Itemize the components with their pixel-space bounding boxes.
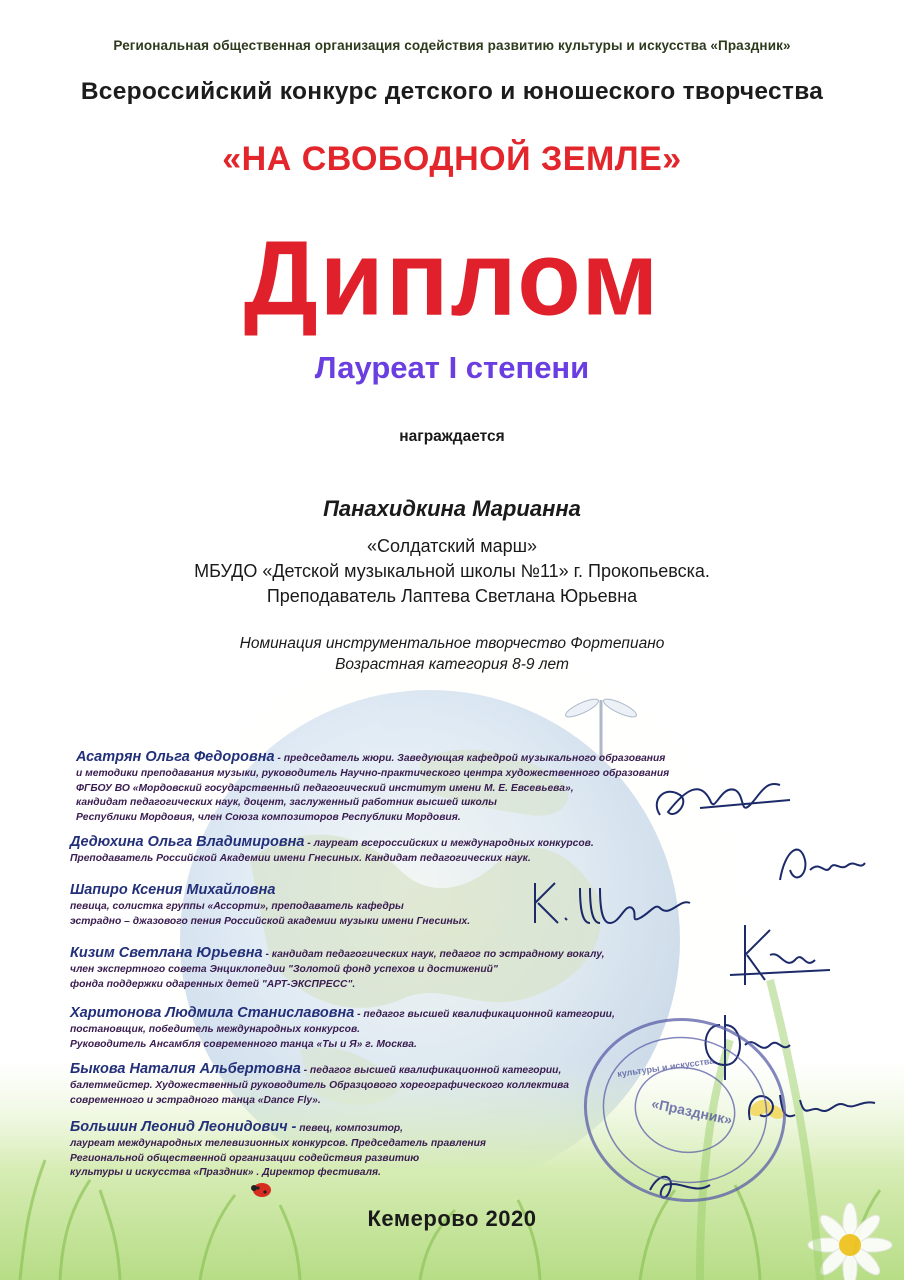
jury-member-desc: - кандидат педагогических наук, педагог по эстрадному вокалу, — [262, 949, 605, 960]
jury-member-name: Шапиро Ксения Михайловна — [70, 882, 276, 898]
jury-member-desc: певица, солистка группы «Ассорти», преподаватель кафедры — [70, 900, 404, 912]
jury-member-desc: балетмейстер. Художественный руководитель Образцового хореографического коллектива — [70, 1079, 569, 1091]
signature-dedyukhina — [770, 830, 870, 900]
jury-member — [70, 1118, 486, 1181]
jury-member-desc: - председатель жюри. Заведующая кафедрой музыкального образования — [274, 753, 666, 764]
jury-member-desc: Республики Мордовия, член Союза композиторов Республики Мордовия. — [76, 812, 461, 824]
svg-text:культуры и искусства: культуры и искусства — [616, 1055, 715, 1080]
jury-member-desc: - педагог высшей квалификационной категории, — [354, 1009, 615, 1020]
jury-member-name: Харитонова Людмила Станиславовна — [70, 1005, 355, 1021]
jury-member-desc: Региональной общественной организации содействия развитию — [70, 1152, 420, 1164]
teacher-name: Преподаватель Лаптева Светлана Юрьевна — [266, 586, 638, 606]
jury-member-desc: фонда поддержки одаренных детей "АРТ-ЭКСПРЕСС". — [70, 978, 356, 990]
age-category: Возрастная категория 8-9 лет — [335, 656, 569, 673]
jury-member — [70, 881, 470, 929]
jury-member-desc: Руководитель Ансамбля современного танца «Ты и Я» г. Москва. — [70, 1038, 417, 1050]
jury-member-desc: - педагог высшей квалификационной категории, — [300, 1065, 562, 1076]
jury-member-name: Асатрян Ольга Федоровна — [76, 749, 275, 765]
jury-member-desc: певец, композитор, — [296, 1123, 404, 1134]
jury-member-desc: культуры и искусства «Праздник» . Директор фестиваля. — [70, 1167, 381, 1179]
jury-member — [70, 1060, 569, 1108]
school-name: МБУДО «Детской музыкальной школы №11» г. Прокопьевска. — [194, 561, 710, 581]
diploma-title: Диплом — [243, 219, 661, 339]
jury-member-desc: постановщик, победитель международных конкурсов. — [70, 1023, 361, 1035]
jury-member-desc: современного и эстрадного танца «Dance Fly». — [70, 1094, 321, 1106]
laureate-degree: Лауреат I степени — [314, 350, 590, 385]
jury-member — [70, 944, 604, 992]
nomination: Номинация инструментальное творчество Фортепиано — [239, 635, 665, 652]
jury-member-desc: член экспертного совета Энциклопедии "Золотой фонд успехов и достижений" — [70, 963, 498, 975]
jury-member-name: Быкова Наталия Альбертовна — [70, 1061, 301, 1077]
signature-shapiro — [520, 868, 700, 938]
jury-member — [76, 748, 669, 826]
city-year: Кемерово 2020 — [367, 1206, 537, 1231]
jury-member-desc: ФГБОУ ВО «Мордовский государственный педагогический институт имени М. Е. Евсевьева», — [76, 782, 574, 794]
stamp-center-text: «Праздник» — [650, 1095, 734, 1128]
jury-member-desc: кандидат педагогических наук, доцент, заслуженный работник высшей школы — [76, 797, 497, 809]
jury-member-name: Кизим Светлана Юрьевна — [70, 945, 263, 961]
work-title: «Солдатский марш» — [366, 536, 538, 556]
jury-member-name: Дедюхина Ольга Владимировна — [70, 834, 305, 850]
organization-stamp — [575, 1010, 795, 1210]
contest-name: «НА СВОБОДНОЙ ЗЕМЛЕ» — [222, 140, 682, 178]
jury-member-desc: и методики преподавания музыки, руководитель Научно-практического центра художественного образования — [76, 767, 670, 779]
jury-member — [70, 1004, 615, 1052]
jury-member-desc: лауреат международных телевизионных конкурсов. Председатель правления — [70, 1137, 486, 1149]
recipient-name: Панахидкина Марианна — [323, 496, 581, 521]
jury-member — [70, 833, 594, 867]
signature-kizim — [725, 915, 835, 995]
jury-member-desc: Преподаватель Российской Академии имени Гнесиных. Кандидат педагогических наук. — [70, 852, 531, 864]
jury-member-desc: эстрадно – джазового пения Российской академии музыки имени Гнесиных. — [70, 915, 471, 927]
jury-member-desc: - лауреат всероссийских и международных конкурсов. — [304, 838, 594, 849]
contest-title: Всероссийский конкурс детского и юношеского творчества — [80, 78, 824, 105]
awarded-label: награждается — [399, 428, 505, 445]
organization-name: Региональная общественная организация содействия развитию культуры и искусства «Праздник» — [113, 38, 791, 53]
jury-member-name: Большин Леонид Леонидович - — [70, 1119, 297, 1135]
